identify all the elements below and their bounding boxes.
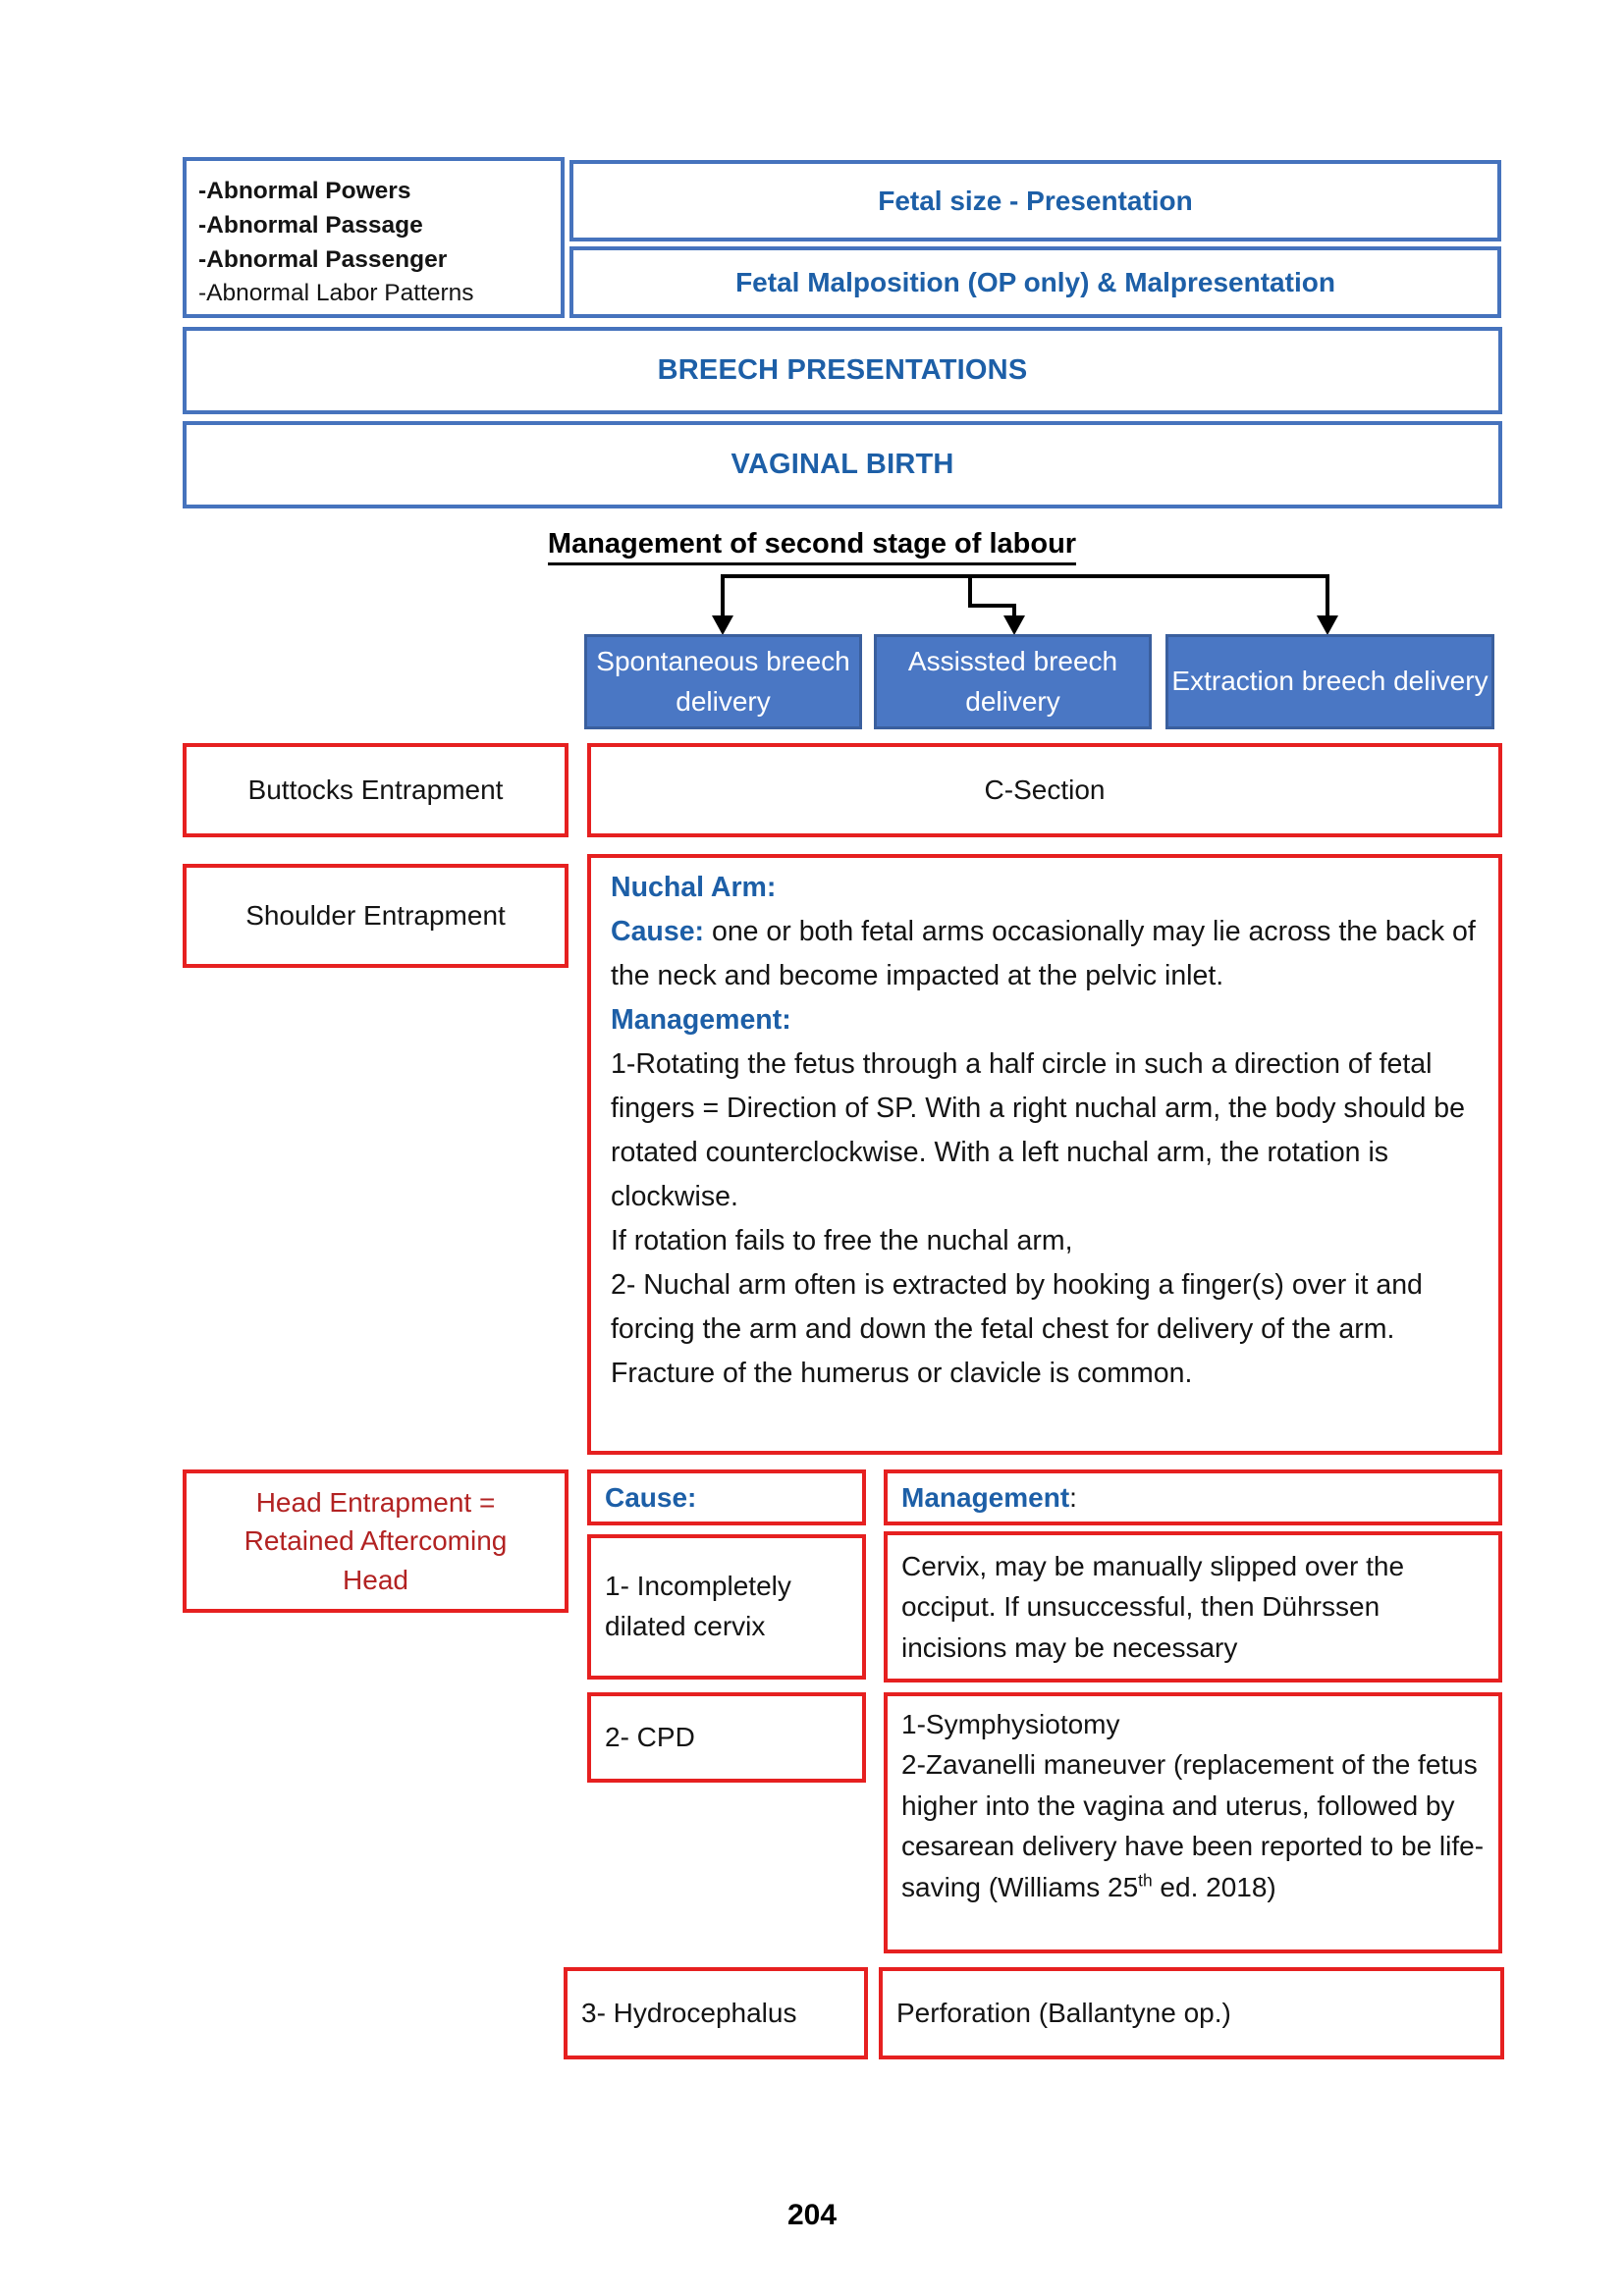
management-2-text: 2-Zavanelli maneuver (replacement of the fetus higher into the vagina and uterus, followed by cesarean delivery have been reported to be life-saving (Williams 25 — [901, 1749, 1485, 1902]
nuchal-management-point-1b: If rotation fails to free the nuchal arm, — [611, 1225, 1073, 1257]
cell-buttocks-entrapment: Buttocks Entrapment — [183, 743, 568, 837]
management-2-text-end: ed. 2018) — [1152, 1871, 1276, 1902]
nuchal-management-point-2: 2- Nuchal arm often is extracted by hooking a finger(s) over it and forcing the arm and down the fetal chest for delivery of the arm. Fracture of the humerus or clavicle is common. — [611, 1269, 1423, 1390]
nuchal-arm-title: Nuchal Arm: — [611, 872, 777, 903]
table-header-cause: Cause: — [587, 1469, 866, 1525]
management-2-line-1: 1-Symphysiotomy — [901, 1709, 1120, 1739]
cell-head-entrapment — [183, 1469, 568, 1613]
table-row-cause-2: 2- CPD — [587, 1692, 866, 1783]
nuchal-management-point-1: 1-Rotating the fetus through a half circle in such a direction of fetal fingers = Direction of SP. With a right nuchal arm, the body should be rotated counterclockwise. With a left nuchal arm, the rotation is clockwise. — [611, 1048, 1465, 1213]
flow-node-assisted: Assissted breech delivery — [874, 634, 1152, 729]
banner-breech-presentations: BREECH PRESENTATIONS — [183, 327, 1502, 414]
management-header-word: Management — [901, 1481, 1070, 1513]
nuchal-cause-paragraph — [611, 910, 1479, 998]
page-number: 204 — [786, 2199, 838, 2231]
table-row-management-3: Perforation (Ballantyne op.) — [879, 1967, 1504, 2059]
management-2-superscript: th — [1138, 1870, 1153, 1891]
factor-line: -Abnormal Passage — [198, 211, 423, 239]
flowchart-title: Management of second stage of labour — [548, 528, 1076, 565]
abnormal-factors-box — [183, 157, 565, 318]
cell-c-section: C-Section — [587, 743, 1502, 837]
topic-fetal-malposition: Fetal Malposition (OP only) & Malpresentation — [569, 246, 1501, 318]
cause-label: Cause: — [611, 916, 705, 948]
flow-node-extraction: Extraction breech delivery — [1165, 634, 1494, 729]
factor-line: -Abnormal Powers — [198, 178, 411, 204]
table-row-cause-3: 3- Hydrocephalus — [564, 1967, 868, 2059]
table-row-management-1: Cervix, may be manually slipped over the occiput. If unsuccessful, then Dührssen incisions may be necessary — [884, 1531, 1502, 1682]
management-header-colon: : — [1069, 1481, 1077, 1513]
topic-fetal-size-presentation: Fetal size - Presentation — [569, 160, 1501, 241]
head-entrapment-label: Head Entrapment = Retained Aftercoming Head — [244, 1487, 508, 1595]
cause-text: one or both fetal arms occasionally may lie across the back of the neck and become impacted at the pelvic inlet. — [611, 916, 1476, 992]
table-row-management-2 — [884, 1692, 1502, 1953]
table-row-cause-1 — [587, 1534, 866, 1680]
flow-node-spontaneous: Spontaneous breech delivery — [584, 634, 862, 729]
factor-line: -Abnormal Passenger — [198, 245, 448, 273]
table-header-management — [884, 1469, 1502, 1525]
cause-1-text: 1- Incompletely dilated cervix — [605, 1571, 791, 1641]
flowchart-title-row — [0, 528, 1624, 565]
management-2-line-2 — [901, 1744, 1485, 1907]
factor-line: -Abnormal Labor Patterns — [198, 280, 474, 307]
cell-shoulder-entrapment: Shoulder Entrapment — [183, 864, 568, 968]
management-label: Management: — [611, 1004, 791, 1037]
banner-vaginal-birth: VAGINAL BIRTH — [183, 421, 1502, 508]
cell-nuchal-arm — [587, 854, 1502, 1455]
